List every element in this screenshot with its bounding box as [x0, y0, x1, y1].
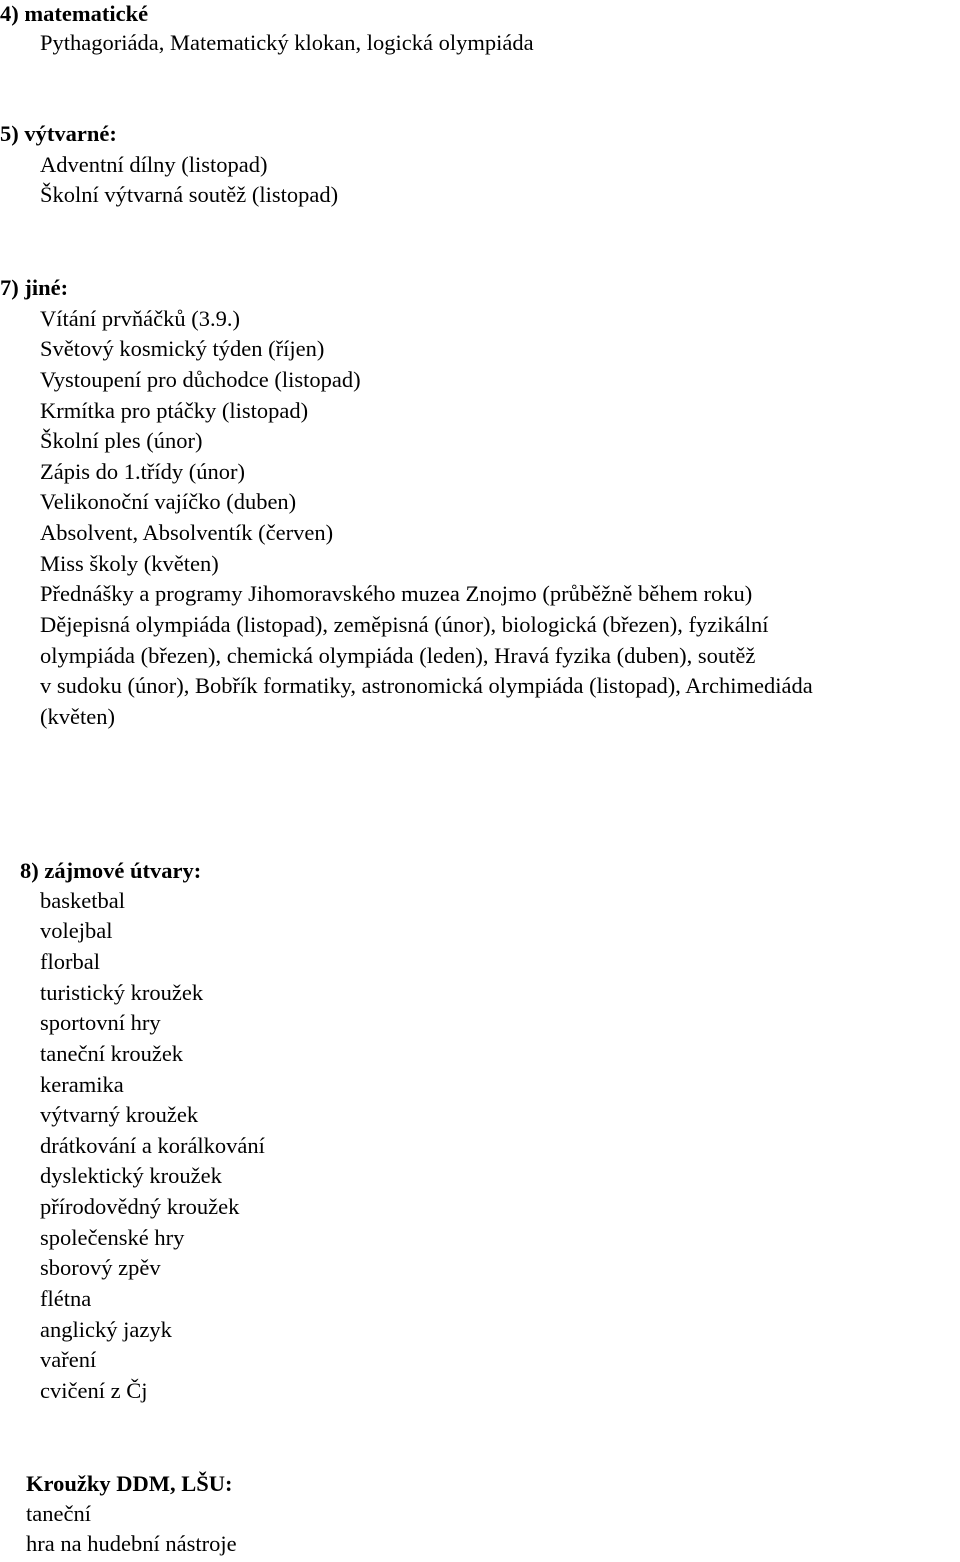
section-4-item: Pythagoriáda, Matematický klokan, logická olympiáda: [40, 30, 534, 55]
section-7-item: olympiáda (březen), chemická olympiáda (leden), Hravá fyzika (duben), soutěž: [40, 643, 756, 668]
section-7-item: Absolvent, Absolventík (červen): [40, 520, 334, 545]
section-7-item: Velikonoční vajíčko (duben): [40, 489, 297, 514]
ddm-heading: Kroužky DDM, LŠU:: [26, 1471, 233, 1496]
section-7-heading: 7) jiné:: [0, 275, 69, 300]
section-7-item: Vystoupení pro důchodce (listopad): [40, 367, 361, 392]
section-8-heading: 8) zájmové útvary:: [20, 858, 202, 883]
section-8-item: cvičení z Čj: [40, 1378, 148, 1403]
section-8-item: drátkování a korálkování: [40, 1133, 265, 1158]
section-7-item: Školní ples (únor): [40, 428, 203, 453]
section-8-item: výtvarný kroužek: [40, 1102, 199, 1127]
ddm-item: taneční: [26, 1501, 91, 1526]
section-8-item: společenské hry: [40, 1225, 185, 1250]
section-8-item: flétna: [40, 1286, 92, 1311]
section-8-item: anglický jazyk: [40, 1317, 172, 1342]
section-8-item: basketbal: [40, 888, 125, 913]
section-8-item: florbal: [40, 949, 100, 974]
section-8-item: taneční kroužek: [40, 1041, 184, 1066]
section-5-item: Adventní dílny (listopad): [40, 152, 268, 177]
section-7-item: (květen): [40, 704, 115, 729]
section-7-item: Miss školy (květen): [40, 551, 219, 576]
section-5-heading: 5) výtvarné:: [0, 121, 117, 146]
section-7-item: Krmítka pro ptáčky (listopad): [40, 398, 309, 423]
section-8-item: turistický kroužek: [40, 980, 204, 1005]
section-8-item: vaření: [40, 1347, 97, 1372]
section-8-item: sportovní hry: [40, 1010, 161, 1035]
section-8-item: přírodovědný kroužek: [40, 1194, 240, 1219]
section-5-item: Školní výtvarná soutěž (listopad): [40, 182, 339, 207]
section-7-item: Zápis do 1.třídy (únor): [40, 459, 245, 484]
section-8-item: dyslektický kroužek: [40, 1163, 222, 1188]
section-7-item: Vítání prvňáčků (3.9.): [40, 306, 240, 331]
section-8-item: keramika: [40, 1072, 124, 1097]
section-8-item: sborový zpěv: [40, 1255, 161, 1280]
section-4-heading: 4) matematické: [0, 1, 149, 26]
section-7-item: v sudoku (únor), Bobřík formatiky, astronomická olympiáda (listopad), Archimediáda: [40, 673, 813, 698]
section-7-item: Přednášky a programy Jihomoravského muzea Znojmo (průběžně během roku): [40, 581, 753, 606]
section-8-item: volejbal: [40, 918, 113, 943]
section-7-item: Světový kosmický týden (říjen): [40, 336, 325, 361]
section-7-item: Dějepisná olympiáda (listopad), zeměpisná (únor), biologická (březen), fyzikální: [40, 612, 769, 637]
ddm-item: hra na hudební nástroje: [26, 1531, 237, 1556]
